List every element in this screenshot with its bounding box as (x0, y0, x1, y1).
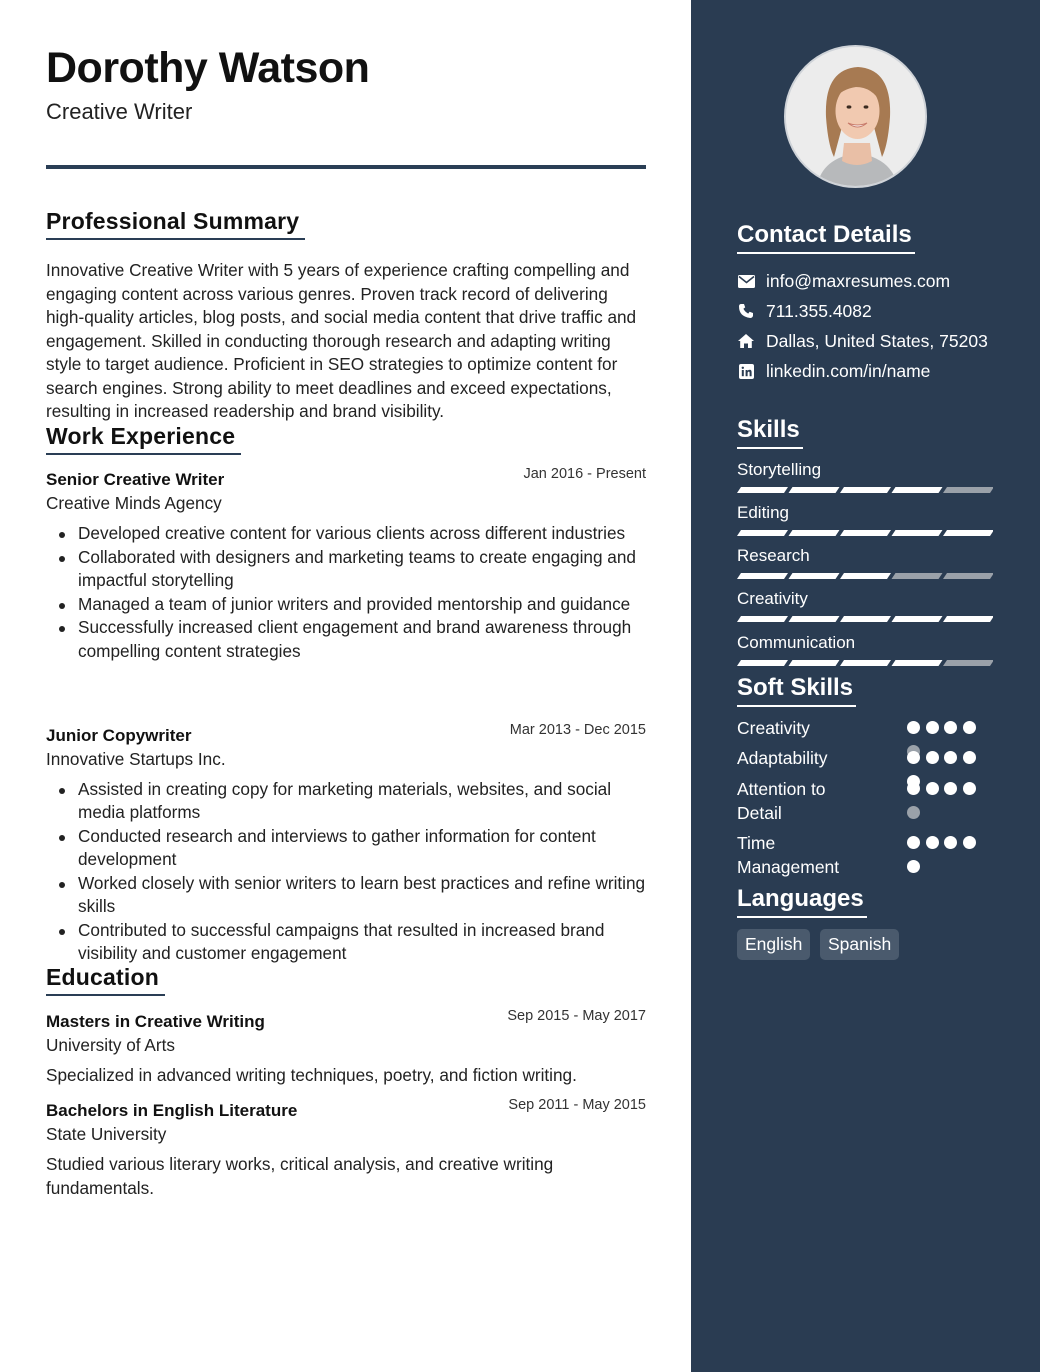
soft-skills-heading: Soft Skills (737, 674, 856, 707)
rating-dot-filled (944, 836, 957, 849)
contact-phone-text: 711.355.4082 (766, 300, 872, 321)
soft-skill-row (737, 716, 993, 740)
job-title: Junior Copywriter (46, 726, 192, 745)
rating-dot-filled (926, 751, 939, 764)
language-pill: English (737, 929, 810, 960)
skill-segment-filled (892, 660, 943, 666)
skill-level-bar (737, 573, 993, 579)
skill-row (737, 632, 993, 654)
job-company: Creative Minds Agency (46, 493, 222, 513)
rating-dot-empty (907, 806, 920, 819)
languages-heading: Languages (737, 885, 867, 918)
soft-skill-name: Creativity (737, 718, 810, 738)
skill-row (737, 588, 993, 610)
rating-dot-filled (907, 782, 920, 795)
rating-dot-filled (907, 751, 920, 764)
skill-segment-empty (943, 573, 993, 579)
skill-segment-filled (892, 616, 943, 622)
job-bullet: Successfully increased client engagement and brand awareness through compelling content strategies (78, 616, 646, 662)
skill-name: Editing (737, 503, 789, 522)
contact-phone[interactable] (737, 299, 872, 323)
rating-dot-filled (944, 751, 957, 764)
skill-name: Research (737, 546, 810, 565)
skill-segment-filled (737, 487, 788, 493)
rating-dot-filled (963, 782, 976, 795)
job-bullet: Managed a team of junior writers and provided mentorship and guidance (78, 593, 646, 616)
contact-email[interactable] (737, 269, 950, 293)
soft-skill-row (737, 831, 993, 879)
candidate-name: Dorothy Watson (46, 44, 370, 92)
skill-segment-empty (943, 487, 993, 493)
skill-segment-filled (840, 660, 891, 666)
skill-row (737, 459, 993, 481)
linkedin-icon (737, 362, 755, 380)
skill-segment-empty (943, 660, 993, 666)
skill-segment-filled (892, 487, 943, 493)
education-school: University of Arts (46, 1035, 175, 1055)
job-company: Innovative Startups Inc. (46, 749, 226, 769)
rating-dot-filled (963, 751, 976, 764)
skill-segment-filled (943, 530, 993, 536)
contact-heading: Contact Details (737, 221, 915, 254)
skill-name: Storytelling (737, 460, 822, 479)
rating-dot-filled (907, 721, 920, 734)
summary-text: Innovative Creative Writer with 5 years of experience crafting compelling and engaging content across various genres. Proven track record of delivering high-quality articles, blog posts, and social media content that drive traffic and engagement. Skilled in conducting thorough research and adapting writing style to target audience. Proficient in SEO strategies to optimize content for search engines. Strong ability to meet deadlines and exceed expectations, resulting in increased readership and brand visibility. (46, 260, 637, 421)
skill-segment-filled (840, 573, 891, 579)
home-icon (737, 332, 755, 350)
job-bullet: Worked closely with senior writers to learn best practices and refine writing skills (78, 872, 646, 918)
skill-level-bar (737, 616, 993, 622)
education-dates: Sep 2015 - May 2017 (507, 1008, 646, 1024)
candidate-title: Creative Writer (46, 99, 193, 124)
skill-segment-filled (840, 530, 891, 536)
job-bullets (46, 778, 646, 965)
job-dates: Jan 2016 - Present (523, 466, 646, 482)
rating-dot-filled (944, 721, 957, 734)
skill-segment-filled (737, 660, 788, 666)
education-description: Studied various literary works, critical analysis, and creative writing fundamentals. (46, 1154, 554, 1198)
skill-segment-filled (789, 487, 840, 493)
summary-heading: Professional Summary (46, 208, 305, 240)
job-bullet: Contributed to successful campaigns that resulted in increased brand visibility and customer engagement (78, 919, 646, 965)
contact-linkedin[interactable] (737, 359, 930, 383)
education-degree: Masters in Creative Writing (46, 1012, 265, 1031)
skill-level-bar (737, 660, 993, 666)
soft-skill-name: Attention to Detail (737, 779, 826, 823)
soft-skill-row (737, 746, 993, 770)
skill-segment-filled (840, 487, 891, 493)
job-dates: Mar 2013 - Dec 2015 (509, 722, 646, 738)
rating-dot-filled (907, 836, 920, 849)
skill-row (737, 545, 993, 567)
language-pill: Spanish (820, 929, 899, 960)
profile-photo-illustration (786, 47, 927, 188)
skill-segment-filled (789, 573, 840, 579)
skill-segment-empty (892, 573, 943, 579)
soft-skill-name: Adaptability (737, 748, 828, 768)
profile-photo (784, 45, 927, 188)
job-entry (46, 722, 646, 966)
job-entry (46, 466, 646, 663)
skill-name: Communication (737, 633, 856, 652)
skill-segment-filled (789, 616, 840, 622)
envelope-icon (737, 272, 755, 290)
education-dates: Sep 2011 - May 2015 (508, 1097, 646, 1113)
phone-icon (737, 302, 755, 320)
experience-heading: Work Experience (46, 423, 241, 455)
contact-email-text: info@maxresumes.com (766, 270, 951, 291)
contact-location (737, 329, 988, 353)
rating-dot-filled (926, 782, 939, 795)
skill-segment-filled (737, 573, 788, 579)
skill-segment-filled (737, 616, 788, 622)
job-bullet: Conducted research and interviews to gather information for content development (78, 825, 646, 871)
soft-skill-name: Time Management (737, 833, 840, 877)
education-entry (46, 1008, 646, 1088)
education-degree: Bachelors in English Literature (46, 1101, 298, 1120)
rating-dot-filled (963, 836, 976, 849)
job-bullet: Collaborated with designers and marketing teams to create engaging and impactful storytelling (78, 546, 646, 592)
soft-skill-row (737, 777, 993, 825)
header-divider (46, 165, 646, 169)
skill-level-bar (737, 530, 993, 536)
education-heading: Education (46, 964, 165, 996)
skills-heading: Skills (737, 416, 803, 449)
contact-linkedin-text: linkedin.com/in/name (766, 360, 931, 381)
rating-dot-filled (907, 860, 920, 873)
skill-segment-filled (943, 616, 993, 622)
skill-segment-filled (789, 530, 840, 536)
sidebar (691, 0, 1040, 1372)
education-school: State University (46, 1124, 167, 1144)
skill-name: Creativity (737, 589, 808, 608)
rating-dot-filled (944, 782, 957, 795)
job-bullet: Assisted in creating copy for marketing materials, websites, and social media platforms (78, 778, 646, 824)
skill-segment-filled (892, 530, 943, 536)
rating-dot-filled (963, 721, 976, 734)
job-title: Senior Creative Writer (46, 470, 225, 489)
skill-level-bar (737, 487, 993, 493)
skill-segment-filled (737, 530, 788, 536)
job-bullets (46, 522, 646, 663)
skill-segment-filled (840, 616, 891, 622)
contact-location-text: Dallas, United States, 75203 (766, 330, 988, 351)
rating-dot-filled (926, 836, 939, 849)
skill-row (737, 502, 993, 524)
job-bullet: Developed creative content for various clients across different industries (78, 522, 646, 545)
rating-dot-filled (926, 721, 939, 734)
skill-segment-filled (789, 660, 840, 666)
education-entry (46, 1097, 646, 1200)
education-description: Specialized in advanced writing techniques, poetry, and fiction writing. (46, 1065, 577, 1085)
